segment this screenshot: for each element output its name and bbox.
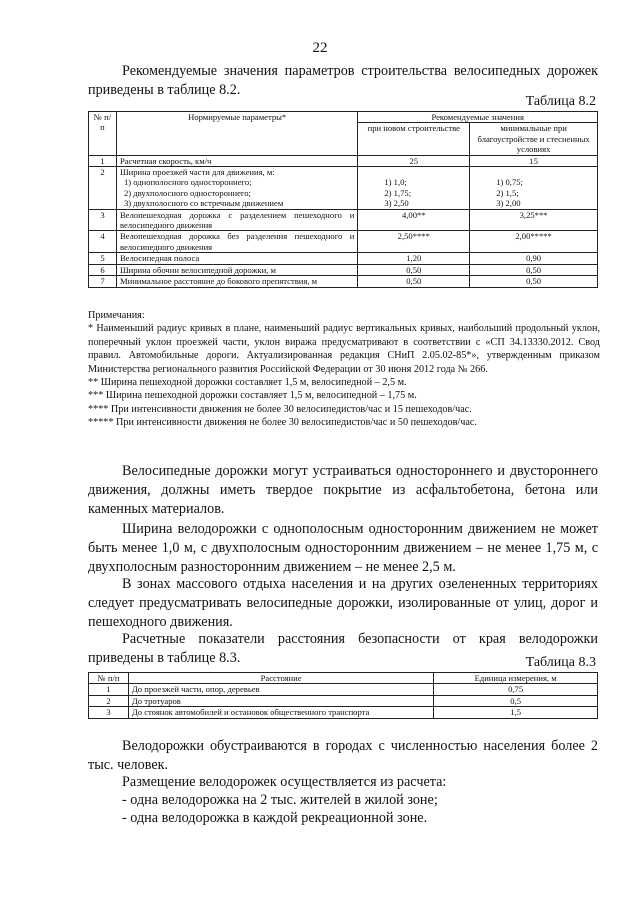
row-value-min: 0,90 xyxy=(470,253,598,264)
row-num: 3 xyxy=(89,707,129,718)
table-row xyxy=(89,209,598,231)
body-paragraph: Велосипедные дорожки могут устраиваться одностороннего и двустороннего движения, должны иметь твердое покрытие из асфальтобетона, бетона или каменных материалов. xyxy=(88,463,598,517)
row-value-new: 4,00** xyxy=(358,209,470,231)
table-row xyxy=(89,155,598,166)
table-row xyxy=(89,695,598,706)
body-paragraph: Велодорожки обустраиваются в городах с численностью населения более 2 тыс. человек. xyxy=(88,738,598,773)
row-num: 1 xyxy=(89,684,129,695)
notes-title: Примечания: xyxy=(88,310,145,321)
table-row xyxy=(89,167,598,210)
row-param: Расчетная скорость, км/ч xyxy=(116,155,357,166)
note-item: *** Ширина пешеходной дорожки составляет 1,5 м, велосипедной – 1,75 м. xyxy=(88,390,417,402)
list-item: - одна велодорожка в каждой рекреационной зоне. xyxy=(122,810,428,826)
row-param: Ширина обочин велосипедной дорожки, м xyxy=(116,264,357,275)
page-number: 22 xyxy=(312,40,328,56)
row-num: 2 xyxy=(89,167,117,210)
row-num: 4 xyxy=(89,231,117,253)
table-header-row xyxy=(89,112,598,123)
row-value-item: 2) 1,5; xyxy=(496,187,519,198)
header-min: минимальные при благоустройстве и стесненных условиях xyxy=(470,123,598,155)
header-num: № п/п xyxy=(89,112,117,156)
row-value-new: 2,50**** xyxy=(358,231,470,253)
table-notes xyxy=(88,309,600,430)
row-value-min: 15 xyxy=(470,155,598,166)
row-value-item: 2) 1,75; xyxy=(384,187,412,198)
header-recommended: Рекомендуемые значения xyxy=(358,112,598,123)
note-item: **** При интенсивности движения не более 30 велосипедистов/час и 15 пешеходов/час. xyxy=(88,403,472,415)
list-item: - одна велодорожка на 2 тыс. жителей в жилой зоне; xyxy=(122,792,438,808)
table-row xyxy=(89,684,598,695)
table-8-2 xyxy=(88,111,598,288)
row-param-item: 1) однополосного одностороннего; xyxy=(123,177,252,188)
row-num: 7 xyxy=(89,276,117,287)
row-value: 1,5 xyxy=(434,707,598,718)
table-8-3-caption: Таблица 8.3 xyxy=(525,655,596,670)
row-value-new: 0,50 xyxy=(358,264,470,275)
header-num: № п/п xyxy=(89,673,129,684)
table-row xyxy=(89,264,598,275)
row-num: 6 xyxy=(89,264,117,275)
row-param-item: 2) двухполосного одностороннего; xyxy=(123,187,251,198)
row-value-item: 3) 2,50 xyxy=(384,198,409,209)
row-value-min: 0,50 xyxy=(470,276,598,287)
row-value-min xyxy=(470,167,598,210)
note-item: * Наименьший радиус кривых в плане, наименьший радиус вертикальных кривых, наибольший продольный уклон, поперечный уклон проезжей части, уклон виража предусматривают в соответствии с «СП 34.13330.2012. Свод правил. Автомобильные дороги. Актуализированная редакция СНиП 2.05.02-85*», утвержденным приказом Министерства регионального развития Российской Федерации от 30 июня 2012 года № 266. xyxy=(88,323,600,375)
body-paragraph: Расчетные показатели расстояния безопасности от края велодорожки приведены в таблице 8.3. xyxy=(88,631,598,666)
body-paragraph: В зонах массового отдыха населения и на других озелененных территориях следует предусматривать велосипедные дорожки, изолированные от улиц, дорог и пешеходного движения. xyxy=(88,576,598,630)
table-row xyxy=(89,231,598,253)
row-param-title: Ширина проезжей части для движения, м: xyxy=(119,167,275,178)
row-value-item: 3) 2,00 xyxy=(496,198,521,209)
row-num: 5 xyxy=(89,253,117,264)
intro-paragraph: Рекомендуемые значения параметров строительства велосипедных дорожек приведены в таблице 8.2. xyxy=(88,63,598,98)
row-num: 2 xyxy=(89,695,129,706)
table-8-3 xyxy=(88,672,598,719)
body-paragraph: Размещение велодорожек осуществляется из расчета: xyxy=(122,774,447,790)
row-param-item: 3) двухполосного со встречным движением xyxy=(123,198,284,209)
table-8-2-caption: Таблица 8.2 xyxy=(525,94,596,109)
row-value-new: 0,50 xyxy=(358,276,470,287)
table-row xyxy=(89,253,598,264)
row-value-item: 1) 0,75; xyxy=(496,177,523,188)
row-param: Минимальное расстояние до бокового препятствия, м xyxy=(116,276,357,287)
row-value: 0,5 xyxy=(434,695,598,706)
row-distance: До тротуаров xyxy=(128,695,433,706)
note-item: ***** При интенсивности движения не более 30 велосипедистов/час и 50 пешеходов/час. xyxy=(88,417,477,429)
row-num: 3 xyxy=(89,209,117,231)
table-row xyxy=(89,707,598,718)
row-param xyxy=(116,167,357,210)
row-num: 1 xyxy=(89,155,117,166)
row-param: Велопешеходная дорожка с разделением пешеходного и велосипедного движения xyxy=(116,209,357,231)
table-header-row xyxy=(89,673,598,684)
header-distance: Расстояние xyxy=(128,673,433,684)
row-value-new xyxy=(358,167,470,210)
row-value: 0,75 xyxy=(434,684,598,695)
header-unit: Единица измерения, м xyxy=(434,673,598,684)
table-row xyxy=(89,276,598,287)
header-param: Нормируемые параметры* xyxy=(116,112,357,156)
row-value-min: 0,50 xyxy=(470,264,598,275)
row-distance: До проезжей части, опор, деревьев xyxy=(128,684,433,695)
row-param: Велопешеходная дорожка без разделения пешеходного и велосипедного движения xyxy=(116,231,357,253)
row-value-min: 3,25*** xyxy=(470,209,598,231)
row-value-min: 2,00***** xyxy=(470,231,598,253)
row-param: Велосипедная полоса xyxy=(116,253,357,264)
row-distance: До стоянок автомобилей и остановок общественного транспорта xyxy=(128,707,433,718)
body-paragraph: Ширина велодорожки с однополосным односторонним движением не может быть менее 1,0 м, с двухполосным односторонним движением – не менее 1,75 м, с двухполосным разносторонним движением – не менее 2,5 м. xyxy=(88,521,598,575)
row-value-new: 1,20 xyxy=(358,253,470,264)
header-new: при новом строительстве xyxy=(358,123,470,155)
row-value-item: 1) 1,0; xyxy=(384,177,407,188)
note-item: ** Ширина пешеходной дорожки составляет 1,5 м, велосипедной – 2,5 м. xyxy=(88,377,407,389)
row-value-new: 25 xyxy=(358,155,470,166)
